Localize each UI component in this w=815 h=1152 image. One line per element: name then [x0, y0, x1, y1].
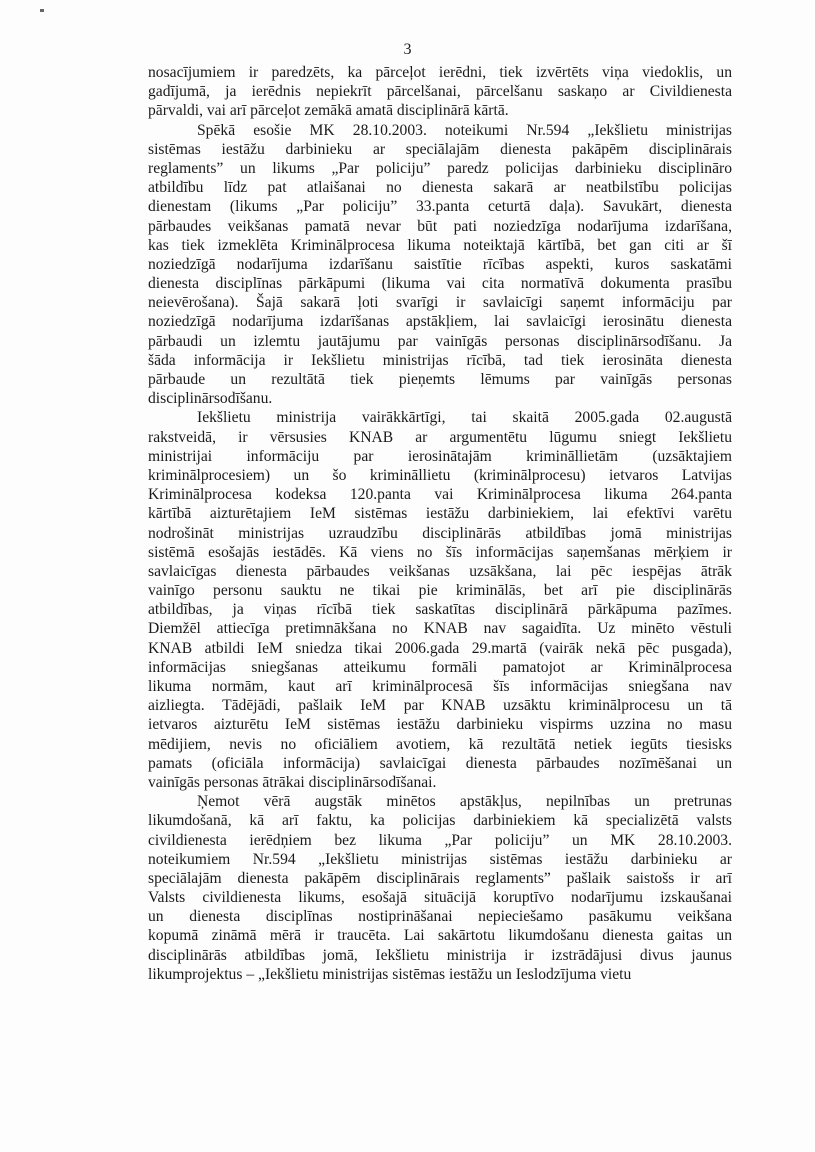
text-line: kārtībā aizturētajiem IeM sistēmas iestāžu darbiniekiem, lai efektīvi varētu: [148, 505, 732, 523]
text-line: sistēmā esošajās iestādēs. Kā viens no šīs informācijas saņemšanas mērķiem ir: [148, 543, 732, 561]
text-line: aizliegta. Tādējādi, pašlaik IeM par KNAB uzsāktu kriminālprocesu un tā: [148, 697, 732, 715]
text-line: noteikumiem Nr.594 „Iekšlietu ministrijas sistēmas iestāžu darbinieku ar: [148, 850, 732, 868]
text-line: likumprojektus – „Iekšlietu ministrijas sistēmas iestāžu un Ieslodzījuma vietu: [148, 965, 632, 983]
text-line: disciplinārsodīšanu.: [148, 390, 273, 408]
body-text: [148, 63, 732, 984]
text-line: pārbaudi un izlemtu jautājumu par vainīgās personas disciplinārsodīšanu. Ja: [148, 332, 732, 350]
text-line: civildienesta ierēdņiem bez likuma „Par policiju” un MK 28.10.2003.: [148, 831, 732, 849]
text-line: neievērošana). Šajā sakarā ļoti svarīgi ir savlaicīgi saņemt informāciju par: [148, 294, 732, 312]
paragraph: [148, 408, 732, 792]
text-line: sistēmas iestāžu darbinieku ar speciālajām dienesta pakāpēm disciplinārais: [148, 140, 732, 158]
text-line: pārbaudes veikšanas pamatā nevar būt pati noziedzīga nodarījuma izdarīšana,: [148, 217, 732, 235]
text-line: ietvaros aizturētu IeM sistēmas iestāžu darbinieku vispirms uzzina no masu: [148, 716, 732, 734]
text-line: pārvaldi, vai arī pārceļot zemākā amatā disciplinārā kārtā.: [148, 102, 509, 120]
text-line: nosacījumiem ir paredzēts, ka pārceļot ierēdni, tiek izvērtēts viņa viedoklis, un: [148, 64, 732, 81]
paragraph: [148, 63, 732, 121]
text-line: noziedzīgā nodarījuma izdarīšanas apstākļiem, lai savlaicīgi ierosinātu dienesta: [148, 313, 732, 331]
text-line: kopumā zināmā mērā ir traucēta. Lai sakārtotu likumdošanu dienesta gaitas un: [148, 927, 732, 945]
scan-mark: [40, 9, 44, 12]
text-line: likuma normām, kaut arī kriminālprocesā šīs informācijas sniegšana nav: [148, 678, 732, 695]
text-line: Kriminālprocesa kodeksa 120.panta vai Kriminālprocesa likuma 264.panta: [148, 486, 732, 504]
text-line: vainīgās personas ātrākai disciplinārsodīšanai.: [148, 773, 437, 791]
text-line: šāda informācija ir Iekšlietu ministrijas rīcībā, tad tiek ierosināta dienesta: [148, 351, 732, 369]
text-line: reglaments” un likums „Par policiju” paredz policijas darbinieku disciplināro: [148, 159, 732, 177]
text-line: kas tiek izmeklēta Kriminālprocesa likuma noteiktajā kārtībā, bet gan citi ar šī: [148, 236, 732, 254]
text-line: kriminālprocesiem) un šo krimināllietu (kriminālprocesu) ietvaros Latvijas: [148, 466, 732, 484]
text-line: atbildību līdz pat atlaišanai no dienesta sakarā ar neatbilstību policijas: [148, 179, 732, 197]
text-line: savlaicīgas dienesta pārbaudes veikšanas uzsākšana, lai pēc iespējas ātrāk: [148, 562, 732, 580]
page-number: 3: [403, 41, 412, 58]
text-line: atbildības, ja viņas rīcībā tiek saskatītas disciplinārā pārkāpuma pazīmes.: [148, 601, 732, 619]
text-line: Spēkā esošie MK 28.10.2003. noteikumi Nr.594 „Iekšlietu ministrijas: [197, 121, 732, 139]
text-line: likumdošanā, kā arī faktu, ka policijas darbiniekiem kā specializētā valsts: [148, 812, 732, 830]
text-line: pārbaude un rezultātā tiek pieņemts lēmums par vainīgās personas: [148, 371, 732, 388]
text-line: gadījumā, ja ierēdnis nepiekrīt pārcelšanai, pārcelšanu saskaņo ar Civildienesta: [148, 83, 732, 101]
text-line: noziedzīgā nodarījuma izdarīšanu saistītie rīcības aspekti, kuros saskatāmi: [148, 255, 732, 273]
text-line: Valsts civildienesta likums, esošajā situācijā koruptīvo nodarījumu izskaušanai: [148, 889, 732, 907]
text-line: pamats (oficiāla informācija) savlaicīgai dienesta pārbaudes nozīmēšanai un: [148, 754, 732, 772]
text-line: mēdijiem, nevis no oficiāliem avotiem, kā rezultātā netiek iegūts tiesisks: [148, 735, 732, 753]
text-line: un dienesta disciplīnas nostiprināšanai nepieciešamo pasākumu veikšana: [148, 908, 732, 926]
text-line: informācijas sniegšanas atteikumu formāli pamatojot ar Kriminālprocesa: [148, 658, 732, 676]
text-line: ministrijai informāciju par ierosinātajām krimināllietām (uzsāktajiem: [148, 447, 732, 465]
text-line: Iekšlietu ministrija vairākkārtīgi, tai skaitā 2005.gada 02.augustā: [197, 409, 732, 427]
text-line: Ņemot vērā augstāk minētos apstākļus, nepilnības un pretrunas: [197, 793, 732, 811]
text-line: speciālajām dienesta pakāpēm disciplinārais reglaments” pašlaik saistošs ir arī: [148, 869, 732, 887]
text-line: KNAB atbildi IeM sniedza tikai 2006.gada 29.martā (vairāk nekā pēc pusgada),: [148, 639, 732, 657]
paragraph: [148, 121, 732, 409]
text-line: vainīgo personu sauktu ne tikai pie kriminālās, bet arī pie disciplinārās: [148, 582, 732, 600]
text-line: rakstveidā, ir vērsusies KNAB ar argumentētu lūgumu sniegt Iekšlietu: [148, 428, 732, 446]
text-line: dienesta disciplīnas pārkāpumi (likuma vai cita normatīvā dokumenta prasību: [148, 275, 732, 293]
text-line: Diemžēl attiecīga pretimnākšana no KNAB nav sagaidīta. Uz minēto vēstuli: [148, 620, 732, 638]
paragraph: [148, 792, 732, 984]
text-line: disciplinārās atbildības jomā, Iekšlietu ministrija ir izstrādājusi divus jaunus: [148, 946, 732, 964]
text-line: dienestam (likums „Par policiju” 33.panta ceturtā daļa). Savukārt, dienesta: [148, 198, 732, 216]
text-line: nodrošināt ministrijas uzraudzību disciplinārās atbildības jomā ministrijas: [148, 524, 732, 542]
